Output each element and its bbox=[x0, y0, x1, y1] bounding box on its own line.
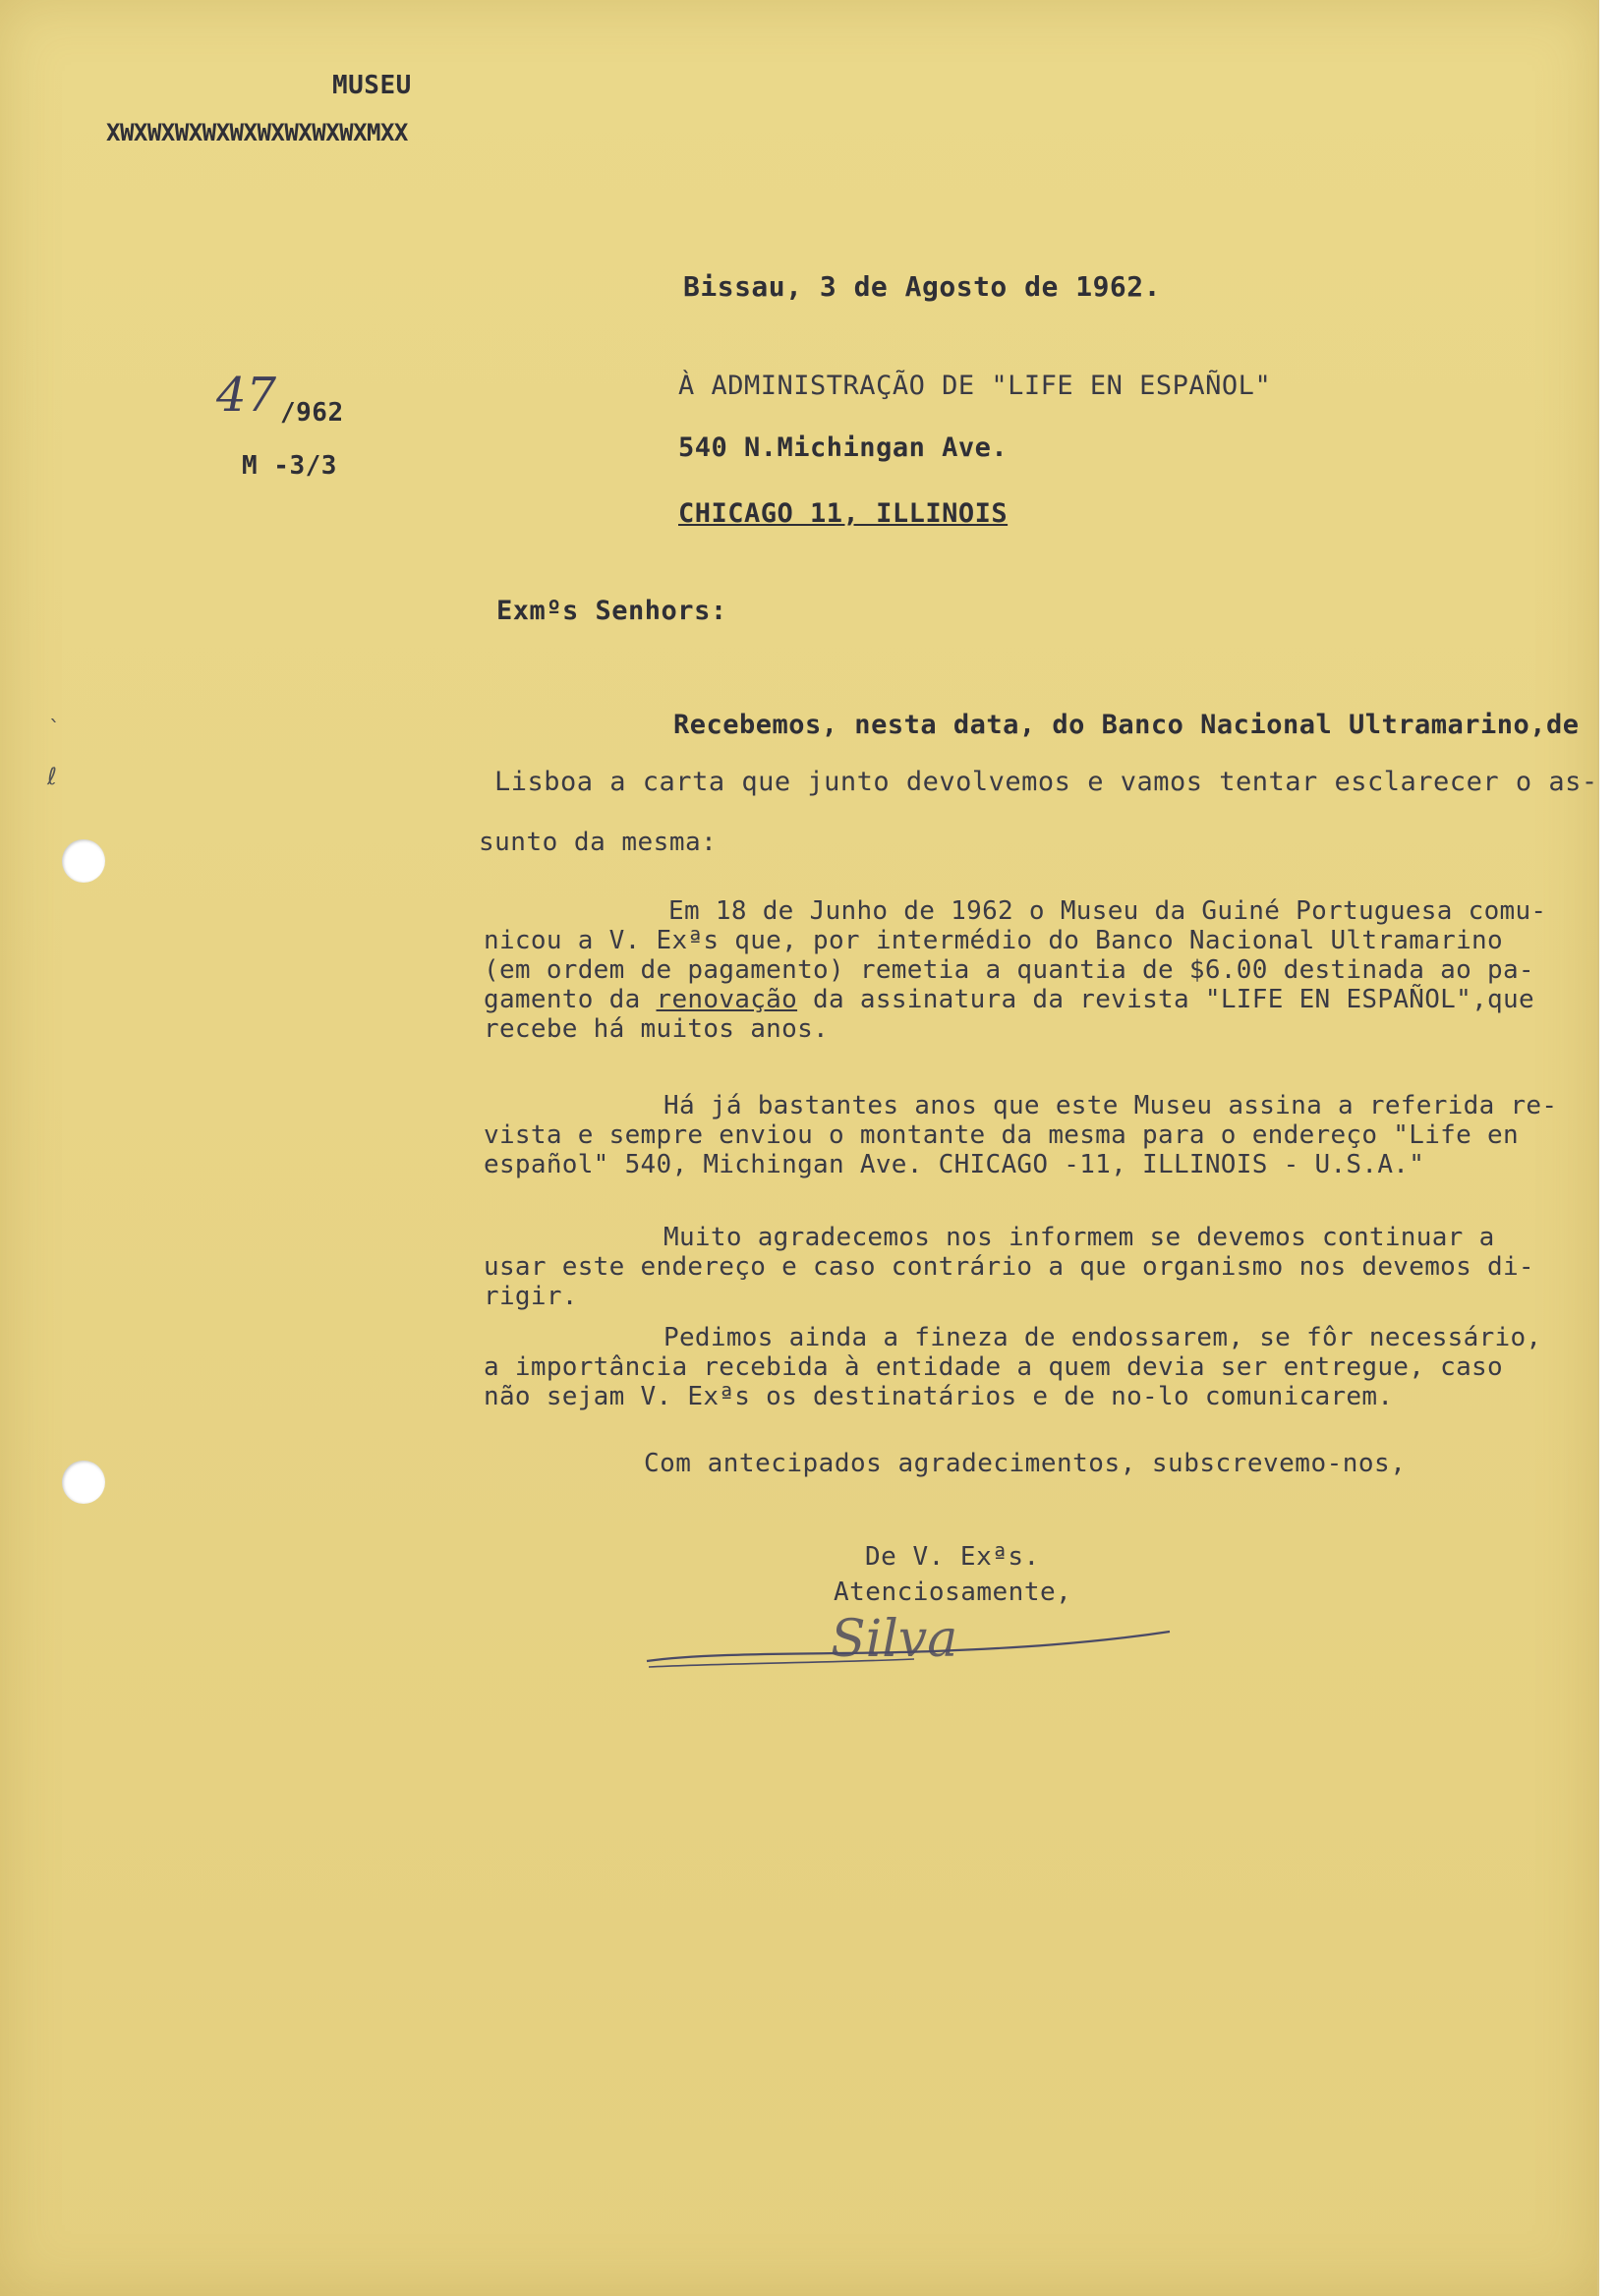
closing-line: Com antecipados agradecimentos, subscrevemo-nos, bbox=[644, 1449, 1407, 1478]
institution-name: MUSEU bbox=[332, 71, 412, 100]
paragraph-5-line-1: Pedimos ainda a fineza de endossarem, se fôr necessário, bbox=[663, 1323, 1542, 1352]
salutation: Exmºs Senhors: bbox=[496, 596, 727, 626]
paragraph-2 bbox=[484, 896, 1546, 1044]
paragraph-2-line-5: recebe há muitos anos. bbox=[484, 1014, 829, 1044]
paragraph-3 bbox=[484, 1091, 1557, 1179]
paragraph-4 bbox=[484, 1223, 1534, 1311]
paragraph-2-line-4 bbox=[484, 985, 1546, 1014]
reference-year: /962 bbox=[280, 398, 344, 428]
paragraph-4-line-1: Muito agradecemos nos informem se devemos continuar a bbox=[663, 1223, 1495, 1252]
paragraph-1-line-1: Recebemos, nesta data, do Banco Nacional Ultramarino,de bbox=[673, 710, 1580, 740]
margin-mark: ˋ bbox=[49, 718, 60, 742]
recipient-line-3: CHICAGO 11, ILLINOIS bbox=[678, 498, 1009, 529]
reference-number-handwritten: 47 bbox=[216, 368, 277, 423]
paragraph-3-line-3: español" 540, Michingan Ave. CHICAGO -11, ILLINOIS - U.S.A." bbox=[484, 1150, 1425, 1179]
paragraph-3-line-1: Há já bastantes anos que este Museu assina a referida re- bbox=[663, 1091, 1558, 1120]
paragraph-2-line-2: nicou a V. Exªs que, por intermédio do Banco Nacional Ultramarino bbox=[484, 926, 1503, 955]
paragraph-1-line-2: Lisboa a carta que junto devolvemos e vamos tentar esclarecer o as- bbox=[494, 767, 1598, 797]
paragraph-1-line-3: sunto da mesma: bbox=[479, 828, 718, 857]
signoff-line-1: De V. Exªs. bbox=[865, 1542, 1040, 1572]
date-line: Bissau, 3 de Agosto de 1962. bbox=[683, 270, 1162, 303]
paragraph-3-line-2: vista e sempre enviou o montante da mesma para o endereço "Life en bbox=[484, 1120, 1519, 1150]
paragraph-5-line-2: a importância recebida à entidade a quem devia ser entregue, caso bbox=[484, 1352, 1503, 1382]
paragraph-4-line-2: usar este endereço e caso contrário a que organismo nos devemos di- bbox=[484, 1252, 1534, 1282]
margin-mark: ℓ bbox=[47, 763, 57, 790]
paragraph-5 bbox=[484, 1323, 1541, 1411]
struck-out-text: XWXWXWXWXWXWXWXWXWXMXX bbox=[106, 119, 408, 146]
punch-hole-bottom bbox=[62, 1461, 105, 1504]
recipient-line-1: À ADMINISTRAÇÃO DE "LIFE EN ESPAÑOL" bbox=[678, 371, 1272, 401]
signature-text: Silva bbox=[831, 1610, 958, 1669]
text-segment: gamento da bbox=[484, 985, 657, 1014]
signature-flourish bbox=[639, 1602, 1189, 1681]
signature bbox=[639, 1602, 1189, 1681]
file-code: M -3/3 bbox=[242, 451, 337, 481]
recipient-line-2: 540 N.Michingan Ave. bbox=[678, 432, 1009, 463]
punch-hole-top bbox=[62, 839, 105, 883]
paragraph-2-line-1: Em 18 de Junho de 1962 o Museu da Guiné Portuguesa comu- bbox=[668, 896, 1547, 926]
paragraph-4-line-3: rigir. bbox=[484, 1282, 578, 1311]
signoff-line-2: Atenciosamente, bbox=[834, 1578, 1072, 1607]
paragraph-2-line-3: (em ordem de pagamento) remetia a quantia de $6.00 destinada ao pa- bbox=[484, 955, 1534, 985]
paragraph-5-line-3: não sejam V. Exªs os destinatários e de no-lo comunicarem. bbox=[484, 1382, 1394, 1411]
underlined-word: renovação bbox=[656, 985, 798, 1014]
text-segment: da assinatura da revista "LIFE EN ESPAÑOL",que bbox=[797, 985, 1534, 1014]
